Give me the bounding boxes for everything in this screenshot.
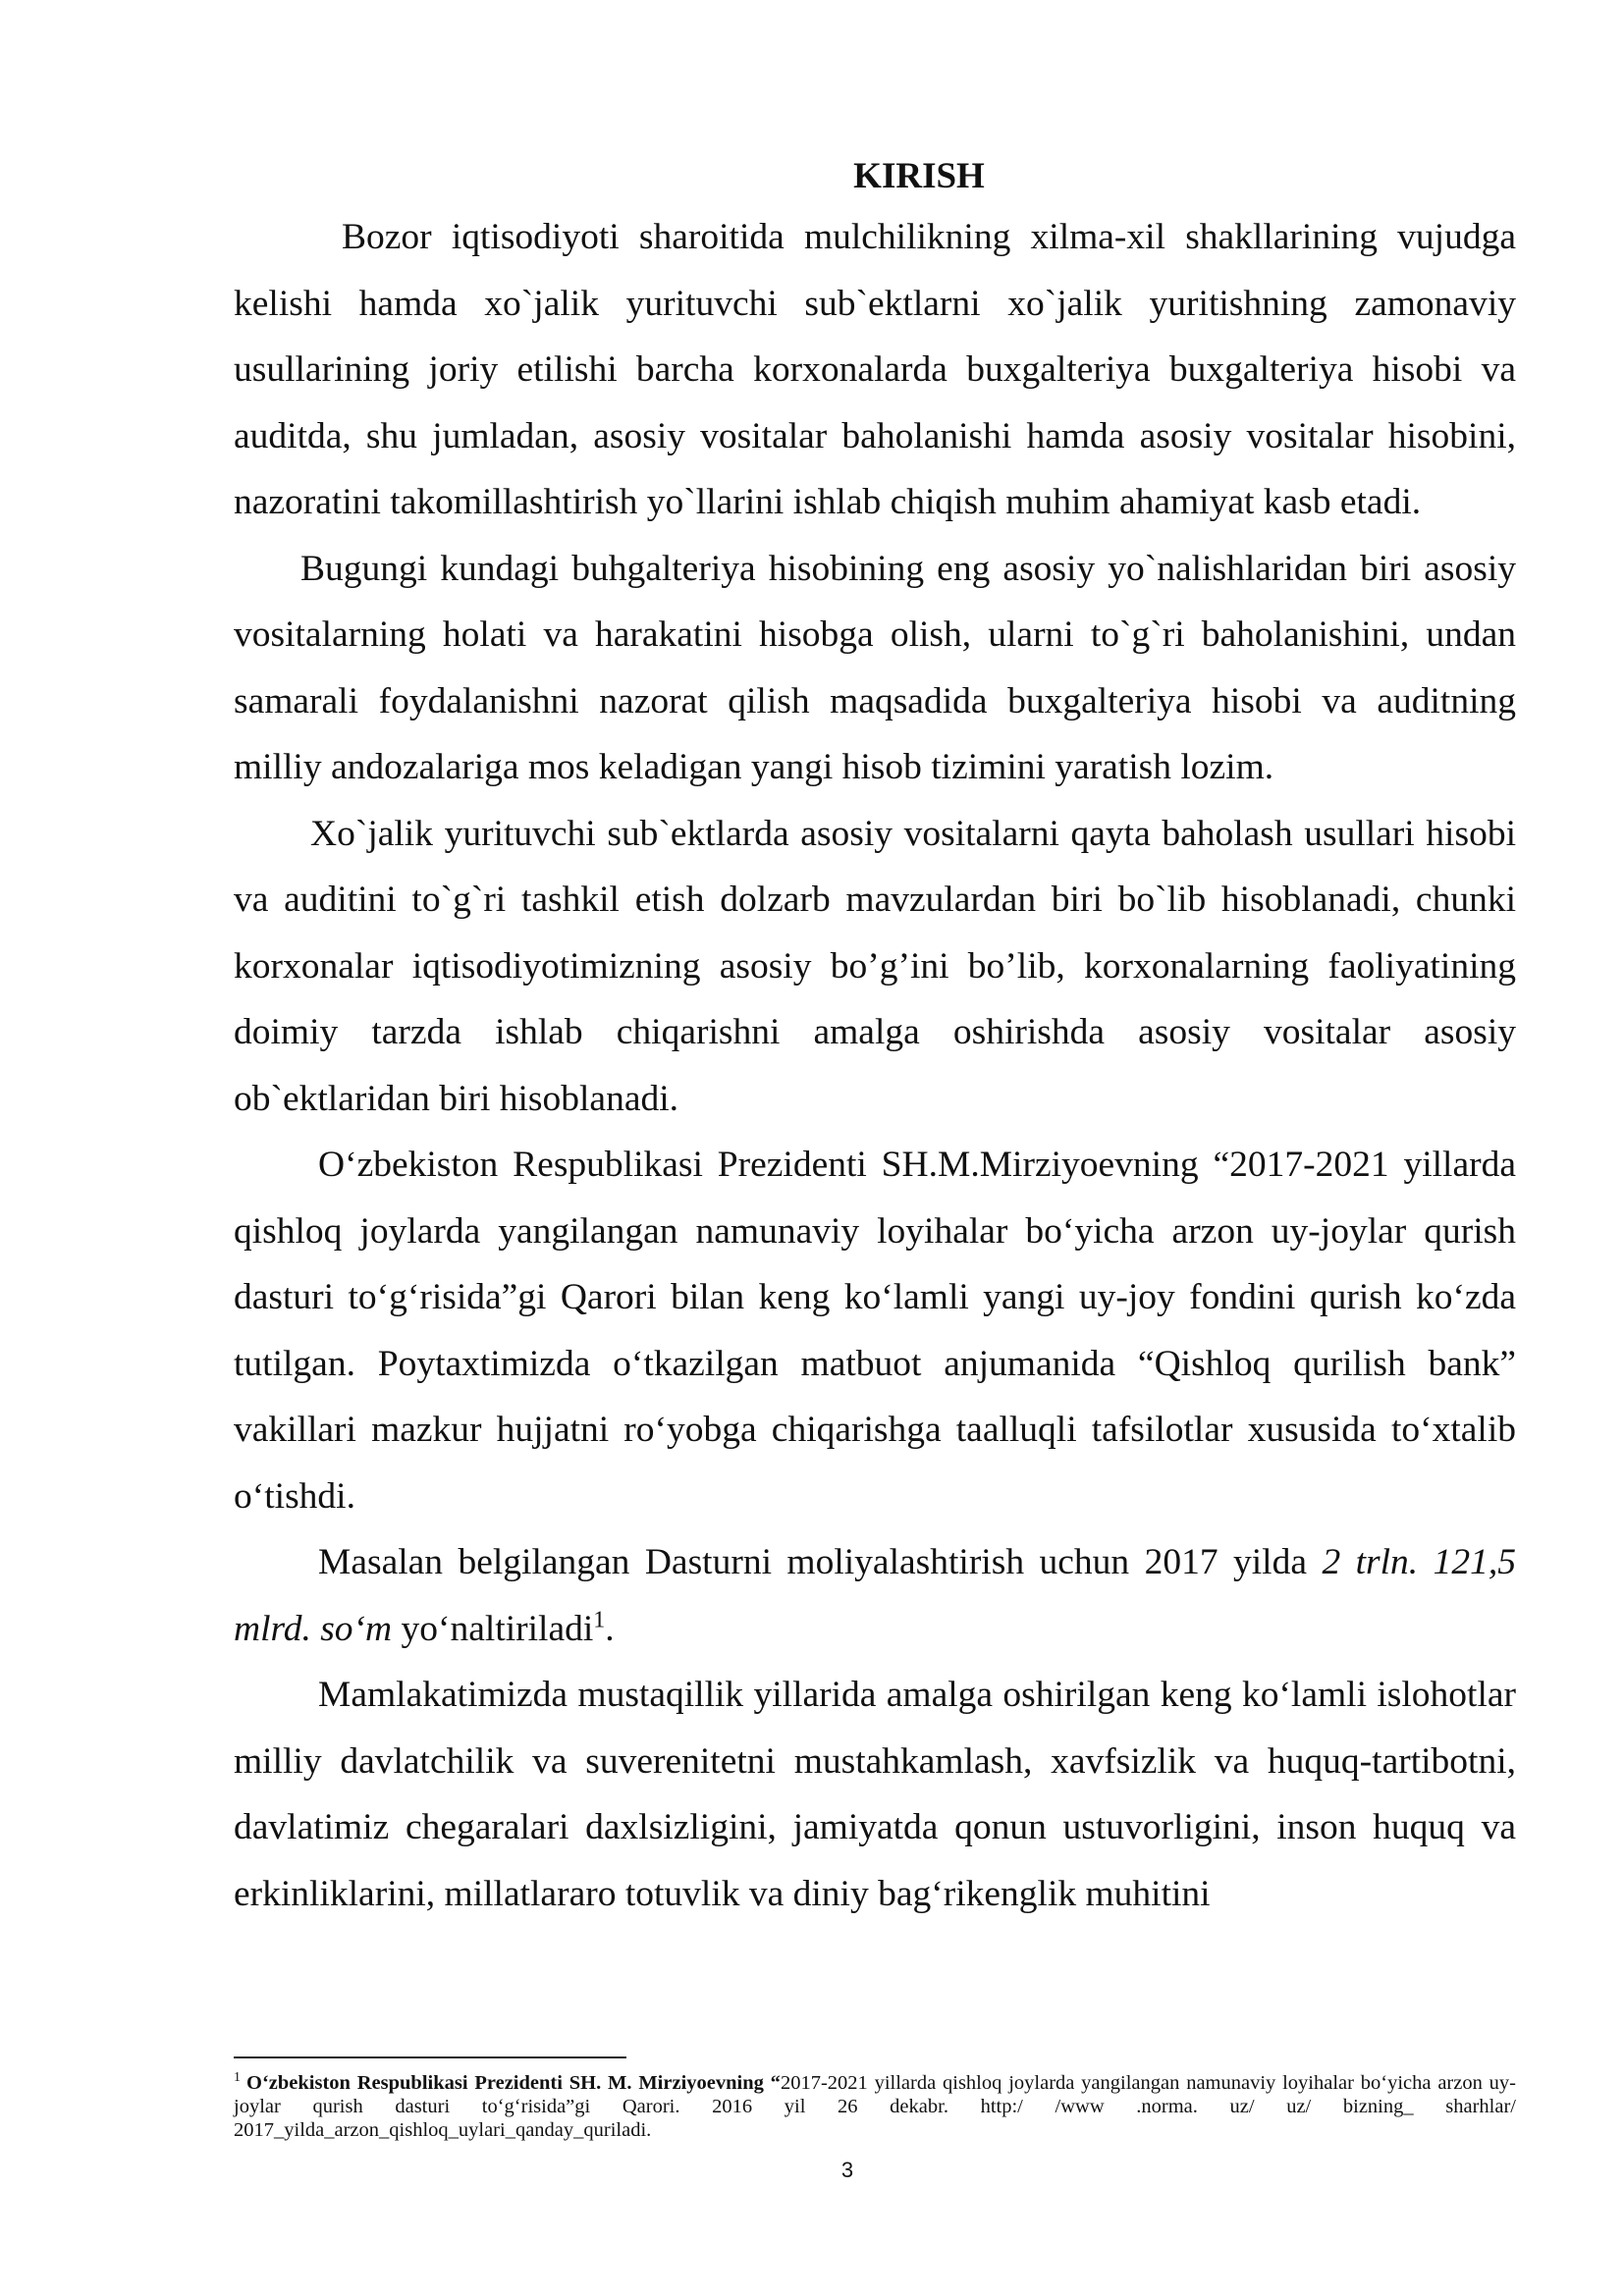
page-title: KIRISH [853,156,985,196]
paragraph-5-amount: 2 trln. 121,5 mlrd. so‘m [234,1542,1516,1649]
paragraph-6: Mamlakatimizda mustaqillik yillarida amalga oshirilgan keng ko‘lamli islohotlar milliy davlatchilik va suverenitetni mustahkamlash, xavfsizlik va huquq-tartibotni, davlatimiz chegaralari daxlsizligini, jamiyatda qonun ustuvorligini, inson huquq va erkinliklarini, millatlararo totuvlik va diniy bag‘rikenglik muhitini [234,1675,1516,1914]
footnote-reference[interactable]: 1 [593,1607,606,1632]
paragraph-5-text-start: Masalan belgilangan Dasturni moliyalashtirish uchun 2017 yilda [318,1542,1323,1582]
footnote-author: O‘zbekiston Respublikasi Prezidenti SH. M. Mirziyoevning “ [246,2072,781,2094]
footnote-mark: 1 [234,2070,241,2086]
page-number: 3 [840,2158,854,2182]
footnote-text: 2017-2021 yillarda qishloq joylarda yangilangan namunaviy loyihalar bo‘yicha arzon uy-joylar qurish dasturi to‘g‘risida”gi Qarori. 2016 yil 26 dekabr. http:/ /www .norma. uz/ uz/ bizning_ sharhlar/ 2017_yilda_arzon_qishloq_uylari_qanday_quriladi. [234,2072,1516,2141]
footnote-separator [234,2056,626,2058]
paragraph-1: Bozor iqtisodiyoti sharoitida mulchilikning xilma-xil shakllarining vujudga kelishi hamda xo`jalik yurituvchi sub`ektlarni xo`jalik yuritishning zamonaviy usullarining joriy etilishi barcha korxonalarda buxgalteriya buxgalteriya hisobi va auditda, shu jumladan, asosiy vositalar baholanishi hamda asosiy vositalar hisobini, nazoratini takomillashtirish yo`llarini ishlab chiqish muhim ahamiyat kasb etadi. [234,217,1516,522]
paragraph-5 [234,1529,1516,1662]
paragraph-5-text-end: yo‘naltiriladi [392,1608,594,1649]
footnote [234,2071,1516,2142]
main-content [234,147,1516,1927]
paragraph-3: Xo`jalik yurituvchi sub`ektlarda asosiy vositalarni qayta baholash usullari hisobi va auditini to`g`ri tashkil etish dolzarb mavzulardan biri bo`lib hisoblanadi, chunki korxonalar iqtisodiyotimizning asosiy bo’g’ini bo’lib, korxonalarning faoliyatining doimiy tarzda ishlab chiqarishni amalga oshirishda asosiy vositalar asosiy ob`ektlaridan biri hisoblanadi. [234,813,1516,1119]
paragraph-5-period: . [605,1608,615,1649]
paragraph-4: O‘zbekiston Respublikasi Prezidenti SH.M.Mirziyoevning “2017-2021 yillarda qishloq joylarda yangilangan namunaviy loyihalar bo‘yicha arzon uy-joylar qurish dasturi to‘g‘risida”gi Qarori bilan keng ko‘lamli yangi uy-joy fondini qurish ko‘zda tutilgan. Poytaxtimizda o‘tkazilgan matbuot anjumanida “Qishloq qurilish bank” vakillari mazkur hujjatni ro‘yobga chiqarishga taalluqli tafsilotlar xususida to‘xtalib o‘tishdi. [234,1145,1516,1517]
paragraph-2: Bugungi kundagi buhgalteriya hisobining eng asosiy yo`nalishlaridan biri asosiy vositalarning holati va harakatini hisobga olish, ularni to`g`ri baholanishini, undan samarali foydalanishni nazorat qilish maqsadida buxgalteriya hisobi va auditning milliy andozalariga mos keladigan yangi hisob tizimini yaratish lozim. [234,548,1516,787]
